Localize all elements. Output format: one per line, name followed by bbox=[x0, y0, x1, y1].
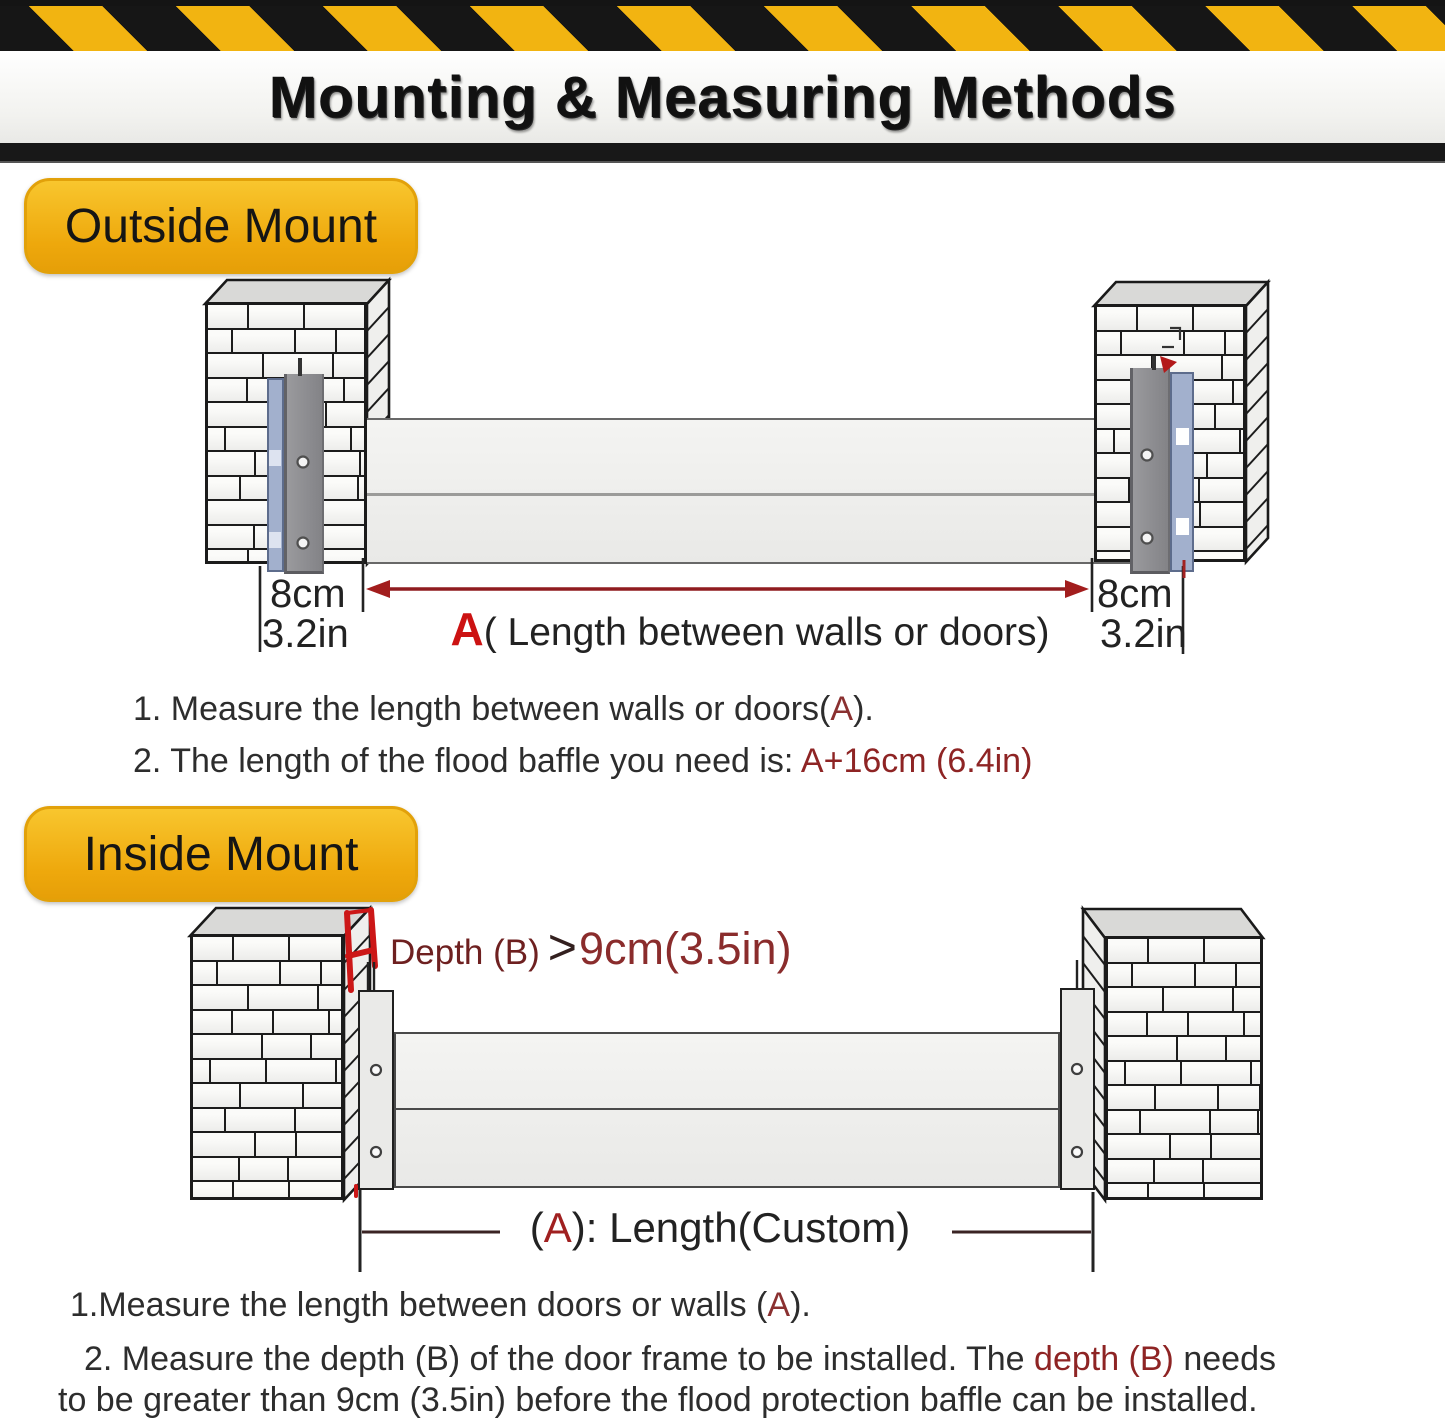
length-label-inside: (A): Length(Custom) bbox=[529, 1204, 911, 1251]
brick-hatch-line bbox=[367, 361, 389, 385]
outside-mount-badge-label: Outside Mount bbox=[64, 199, 378, 253]
mounting-channel-right-outside bbox=[1130, 368, 1170, 574]
mounting-channel-right-inside bbox=[1060, 988, 1095, 1190]
brick-hatch-line bbox=[1083, 936, 1105, 965]
length-letter-A: A bbox=[450, 603, 484, 655]
barrier-panel-joint bbox=[325, 493, 1129, 496]
pillar-face bbox=[1083, 909, 1263, 938]
flood-barrier-outside bbox=[323, 418, 1131, 564]
brick-hatch-line bbox=[1246, 336, 1268, 360]
barrier-panel-joint bbox=[396, 1108, 1058, 1110]
brick-hatch-line bbox=[1246, 417, 1268, 441]
brick-hatch-line bbox=[1246, 471, 1268, 495]
offset-left-inch: 3.2in bbox=[262, 612, 349, 656]
inside-mount-badge bbox=[24, 806, 418, 902]
brick-hatch-line bbox=[1246, 444, 1268, 468]
inside-step-2-line1: 2. Measure the depth (B) of the door frame to be installed. The depth (B) needs bbox=[84, 1340, 1276, 1378]
brick-hatch-line bbox=[1246, 498, 1268, 522]
seal-strip-spot bbox=[1176, 518, 1189, 535]
brick-hatch-line bbox=[344, 962, 370, 990]
flood-barrier-inside bbox=[394, 1032, 1060, 1188]
brick-hatch-line bbox=[1246, 525, 1268, 549]
brick-hatch-line bbox=[367, 388, 389, 412]
inside-step-2-line2: to be greater than 9cm (3.5in) before the flood protection baffle can be installed. bbox=[58, 1381, 1258, 1419]
seal-strip-spot bbox=[1176, 428, 1189, 445]
seal-strip-spot bbox=[269, 532, 281, 548]
offset-right-inch: 3.2in bbox=[1100, 612, 1187, 656]
pillar-face bbox=[1246, 282, 1268, 562]
title-band bbox=[0, 51, 1445, 143]
measure-arrow-A bbox=[366, 580, 1089, 598]
brick-hatch-line bbox=[1246, 309, 1268, 333]
depth-label: Depth (B) > 9cm(3.5in) bbox=[390, 919, 792, 975]
brick-hatch-line bbox=[367, 334, 389, 358]
mounting-channel-left-outside bbox=[284, 374, 324, 574]
pillar-face bbox=[205, 280, 389, 304]
outside-step-2: 2. The length of the flood baffle you need is: A+16cm (6.4in) bbox=[133, 742, 1033, 780]
length-label-outside: A( Length between walls or doors) bbox=[450, 603, 1050, 655]
outside-step-1: 1. Measure the length between walls or doors(A). bbox=[133, 690, 874, 728]
header-bottom-bar bbox=[0, 143, 1445, 163]
brick-pillar-left-inside bbox=[190, 934, 344, 1200]
outside-mount-badge bbox=[24, 178, 418, 274]
seal-strip-spot bbox=[269, 450, 281, 466]
seal-strip-right bbox=[1170, 372, 1194, 572]
inside-mount-badge-label: Inside Mount bbox=[83, 827, 359, 881]
inside-step-1: 1.Measure the length between doors or walls (A). bbox=[70, 1286, 811, 1324]
brick-hatch-line bbox=[1246, 363, 1268, 387]
brick-hatch-line bbox=[1246, 390, 1268, 414]
pillar-face bbox=[190, 908, 370, 936]
hazard-stripes bbox=[0, 6, 1445, 51]
pillar-face bbox=[1094, 282, 1268, 306]
page-title: Mounting & Measuring Methods bbox=[268, 64, 1177, 130]
brick-hatch-line bbox=[367, 307, 389, 331]
offset-right-cm: 8cm bbox=[1097, 572, 1173, 616]
mounting-channel-left-inside bbox=[358, 990, 394, 1190]
brick-hatch-line bbox=[344, 935, 370, 963]
brick-pillar-right-inside bbox=[1105, 936, 1263, 1200]
offset-left-cm: 8cm bbox=[270, 572, 346, 616]
